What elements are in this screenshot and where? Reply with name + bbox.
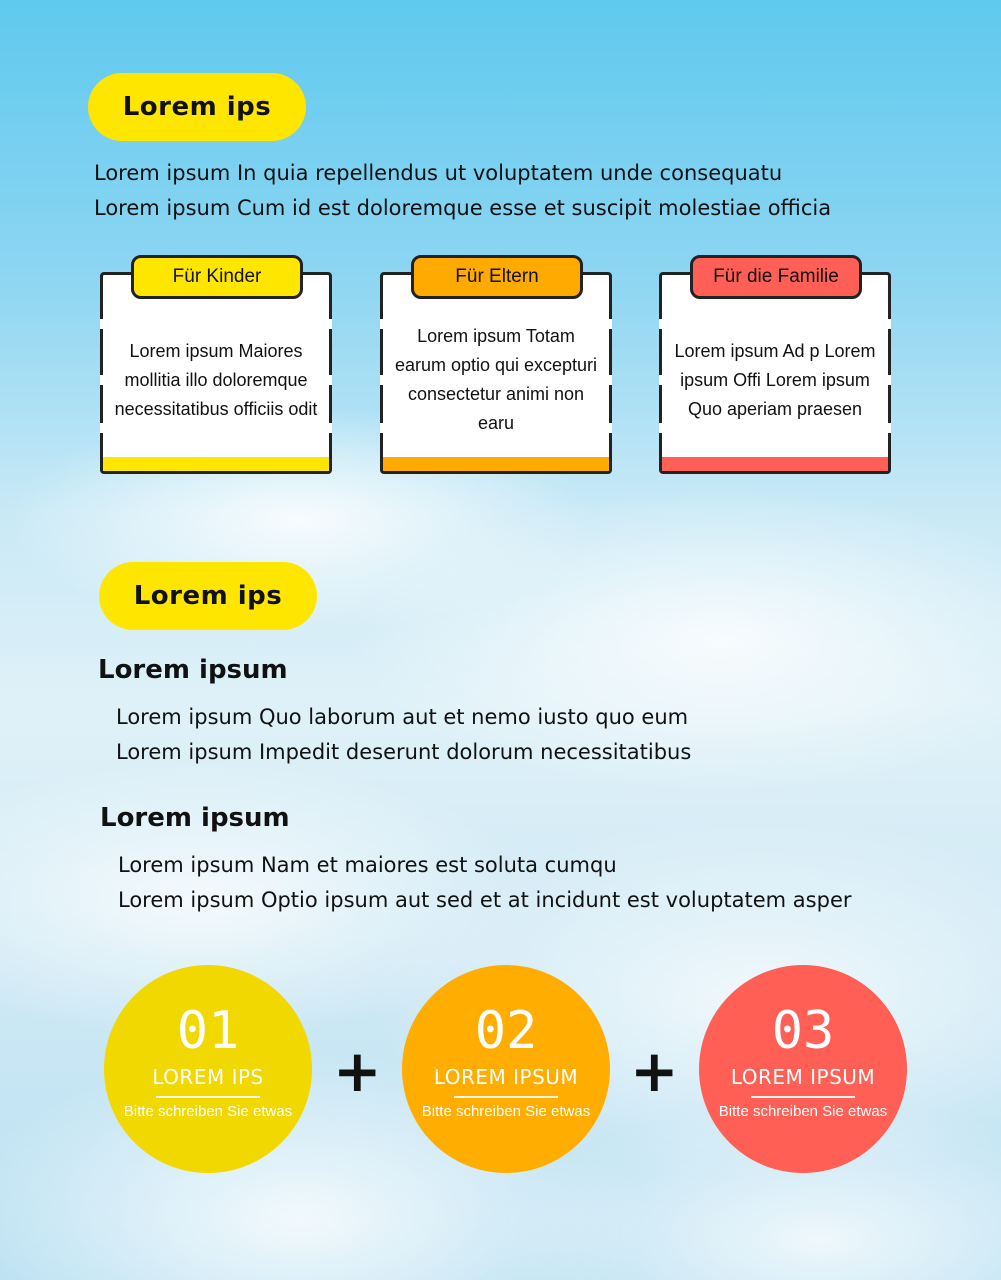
block-2-heading: Lorem ipsum — [100, 803, 290, 833]
paragraph-line: Lorem ipsum Quo laborum aut et nemo iusto quo eum — [116, 705, 689, 729]
paragraph-line: Lorem ipsum In quia repellendus ut voluptatem unde consequatu — [94, 161, 783, 185]
card-text: Lorem ipsum Ad p Lorem ipsum Offi Lorem ipsum Quo aperiam praesen — [674, 340, 876, 419]
block-2-paragraph — [118, 848, 852, 918]
step-circle-1 — [104, 965, 312, 1173]
step-divider — [751, 1096, 855, 1098]
block-1-paragraph — [116, 700, 691, 770]
section-1-paragraph — [94, 156, 831, 226]
step-label: LOREM IPSUM — [730, 1065, 876, 1089]
card-tab-label: Für Eltern — [411, 255, 583, 299]
paragraph-line: Lorem ipsum Nam et maiores est soluta cumqu — [118, 853, 617, 877]
step-divider — [454, 1096, 558, 1098]
card-tab-label: Für Kinder — [131, 255, 303, 299]
step-subtext: Bitte schreiben Sie etwas — [421, 1103, 591, 1120]
plus-icon: + — [333, 1037, 382, 1105]
step-circle-3 — [699, 965, 907, 1173]
section-1-pill: Lorem ips — [88, 73, 306, 141]
card-bottom-bar — [103, 457, 329, 471]
card-eltern — [380, 266, 612, 474]
paragraph-line: Lorem ipsum Impedit deserunt dolorum necessitatibus — [116, 740, 692, 764]
card-text: Lorem ipsum Totam earum optio qui excepturi consectetur animi non earu — [394, 326, 598, 433]
step-divider — [156, 1096, 260, 1098]
paragraph-line: Lorem ipsum Optio ipsum aut sed et at incidunt est voluptatem asper — [118, 888, 852, 912]
plus-icon: + — [630, 1037, 679, 1105]
paragraph-line: Lorem ipsum Cum id est doloremque esse et suscipit molestiae officia — [94, 196, 832, 220]
step-label: LOREM IPSUM — [433, 1065, 579, 1089]
card-tab-label: Für die Familie — [690, 255, 862, 299]
step-circle-2 — [402, 965, 610, 1173]
step-number: 01 — [176, 1001, 240, 1061]
step-number: 03 — [771, 1001, 835, 1061]
card-familie — [659, 266, 891, 474]
step-subtext: Bitte schreiben Sie etwas — [718, 1103, 888, 1120]
card-bottom-bar — [662, 457, 888, 471]
card-bottom-bar — [383, 457, 609, 471]
step-number: 02 — [474, 1001, 538, 1061]
card-kinder — [100, 266, 332, 474]
section-2-pill: Lorem ips — [99, 562, 317, 630]
step-label: LOREM IPS — [152, 1065, 264, 1089]
card-text: Lorem ipsum Maiores mollitia illo doloremque necessitatibus officiis odit — [114, 340, 318, 419]
step-subtext: Bitte schreiben Sie etwas — [123, 1103, 293, 1120]
block-1-heading: Lorem ipsum — [98, 655, 288, 685]
